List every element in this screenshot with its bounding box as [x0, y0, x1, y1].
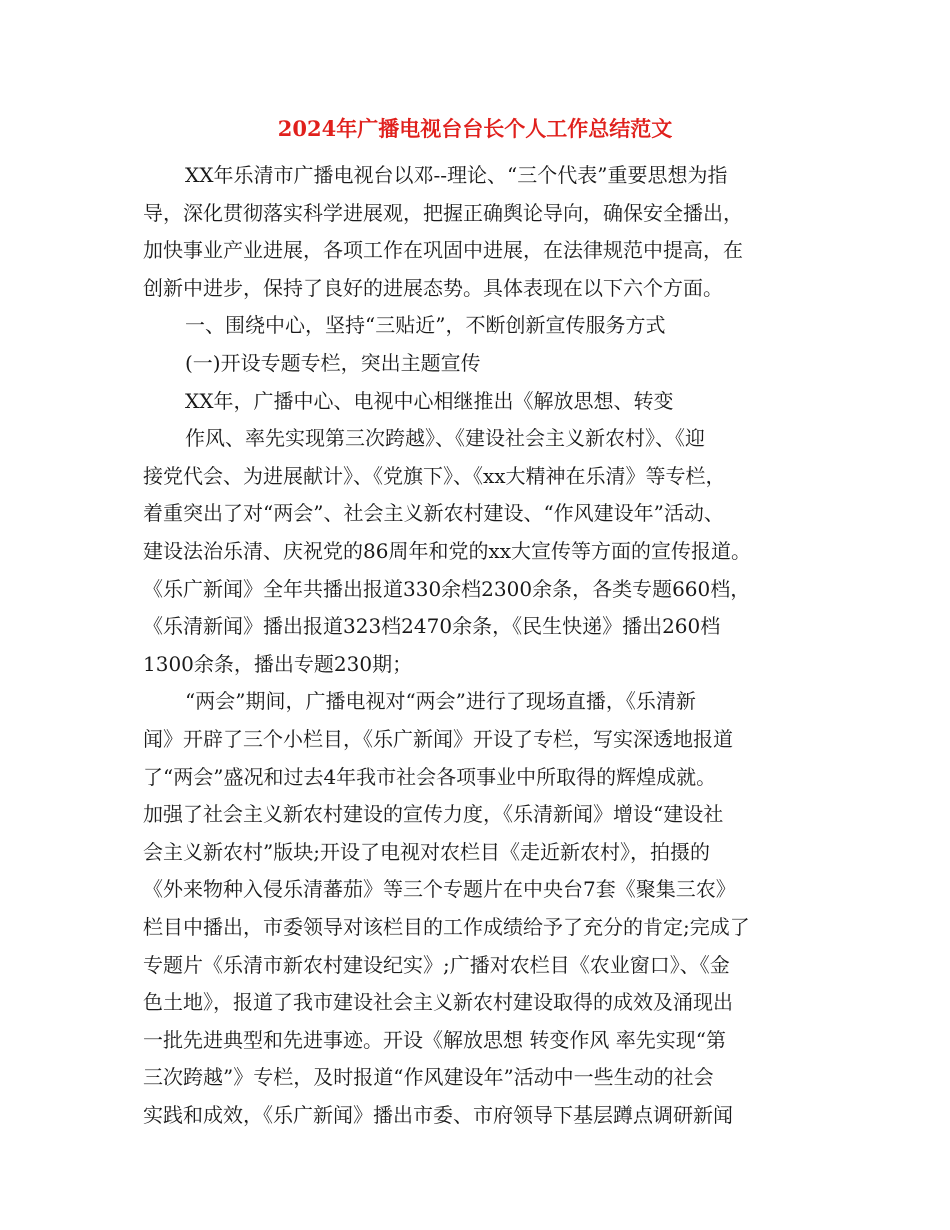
- paragraph-line: XX年，广播中心、电视中心相继推出《解放思想、转变: [185, 389, 674, 413]
- paragraph-line: 了“两会”盛况和过去4年我市社会各项事业中所取得的辉煌成就。: [143, 765, 717, 789]
- paragraph-line: 创新中进步，保持了良好的进展态势。具体表现在以下六个方面。: [143, 276, 723, 300]
- paragraph-line: 作风、率先实现第三次跨越》、《建设社会主义新农村》、《迎: [185, 426, 705, 450]
- paragraph-line: XX年乐清市广播电视台以邓--理论、“三个代表”重要思想为指: [185, 163, 728, 187]
- paragraph-line: 一、围绕中心，坚持“三贴近”，不断创新宣传服务方式: [185, 313, 666, 337]
- paragraph-line: 栏目中播出，市委领导对该栏目的工作成绩给予了充分的肯定;完成了: [143, 915, 750, 939]
- paragraph-line: (一)开设专题专栏，突出主题宣传: [185, 351, 481, 375]
- paragraph-line: 加快事业产业进展，各项工作在巩固中进展，在法律规范中提高，在: [143, 238, 743, 262]
- paragraph-line: 加强了社会主义新农村建设的宣传力度，《乐清新闻》增设“建设社: [143, 802, 724, 826]
- paragraph-line: “两会”期间，广播电视对“两会”进行了现场直播，《乐清新: [185, 689, 696, 713]
- document-title: 2024年广播电视台台长个人工作总结范文: [277, 116, 673, 141]
- paragraph-line: 三次跨越”》专栏，及时报道“作风建设年”活动中一些生动的社会: [143, 1065, 714, 1089]
- paragraph-line: 闻》开辟了三个小栏目，《乐广新闻》开设了专栏，写实深透地报道: [143, 727, 733, 751]
- paragraph-line: 接党代会、为进展献计》、《党旗下》、《xx大精神在乐清》等专栏，: [143, 464, 726, 488]
- paragraph-line: 《乐广新闻》全年共播出报道330余档2300余条，各类专题660档，: [143, 577, 751, 601]
- paragraph-line: 实践和成效，《乐广新闻》播出市委、市府领导下基层蹲点调研新闻: [143, 1103, 733, 1127]
- paragraph-line: 建设法治乐清、庆祝党的86周年和党的xx大宣传等方面的宣传报道。: [143, 539, 752, 563]
- paragraph-line: 导，深化贯彻落实科学进展观，把握正确舆论导向，确保安全播出，: [143, 201, 743, 225]
- paragraph-line: 《乐清新闻》播出报道323档2470余条，《民生快递》播出260档: [143, 614, 721, 638]
- paragraph-line: 1300余条，播出专题230期；: [143, 652, 413, 676]
- paragraph-line: 专题片《乐清市新农村建设纪实》;广播对农栏目《农业窗口》、《金: [143, 953, 730, 977]
- paragraph-line: 会主义新农村”版块;开设了电视对农栏目《走近新农村》，拍摄的: [143, 840, 710, 864]
- paragraph-line: 《外来物种入侵乐清蕃茄》等三个专题片在中央台7套《聚集三农》: [143, 877, 736, 901]
- paragraph-line: 色土地》，报道了我市建设社会主义新农村建设取得的成效及涌现出: [143, 990, 733, 1014]
- paragraph-line: 一批先进典型和先进事迹。开设《解放思想 转变作风 率先实现“第: [143, 1028, 726, 1052]
- paragraph-line: 着重突出了对“两会”、社会主义新农村建设、“作风建设年”活动、: [143, 501, 724, 525]
